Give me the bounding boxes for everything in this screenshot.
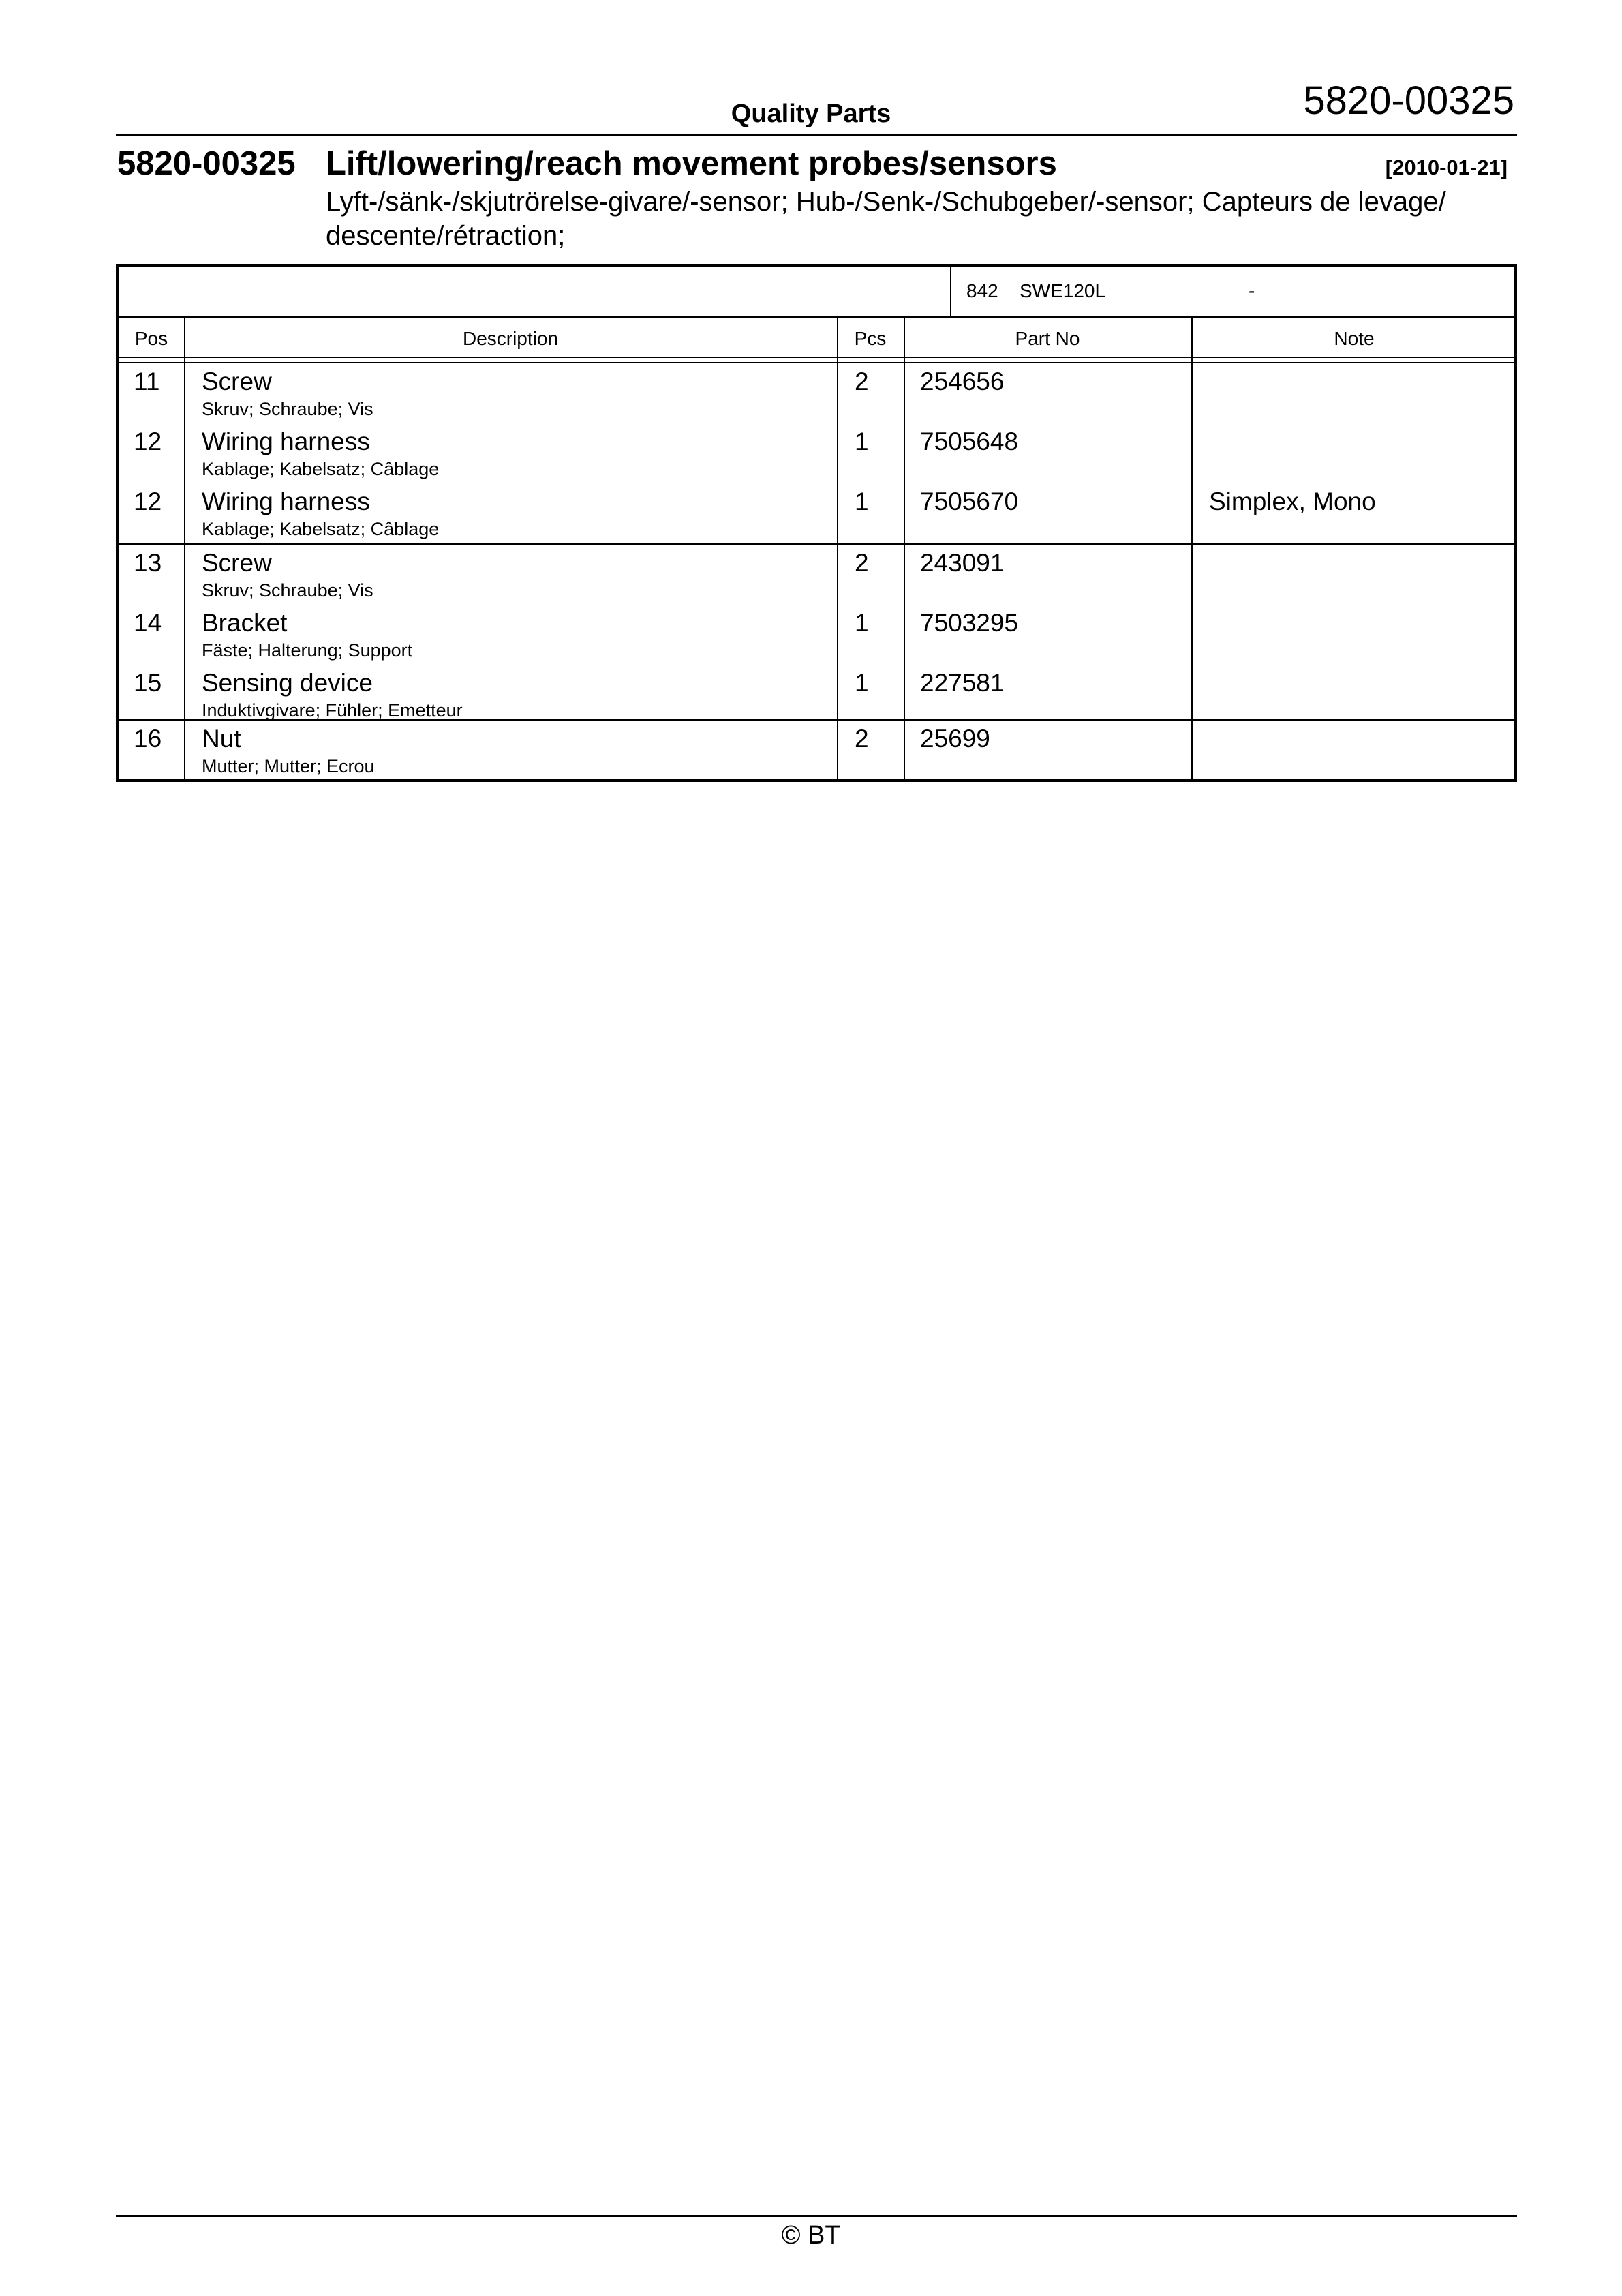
row-pos: 16: [134, 725, 162, 753]
header-description: Description: [462, 328, 559, 349]
model-name: SWE120L: [1020, 280, 1106, 301]
model-box: [116, 264, 1517, 318]
row-note: Simplex, Mono: [1209, 487, 1376, 515]
row-translation: Induktivgivare; Fühler; Emetteur: [202, 700, 463, 721]
document-subtitle: Lyft-/sänk-/skjutrörelse-givare/-sensor; Hub-/Senk-/Schubgeber/-sensor; Capteurs de levage/ descente/rétraction;: [326, 187, 1446, 251]
document-date: [2010-01-21]: [1385, 155, 1508, 179]
table-row: [119, 483, 1514, 543]
row-pcs: 1: [855, 427, 869, 455]
row-pcs: 1: [855, 609, 869, 637]
row-pos: 11: [134, 367, 160, 395]
row-description: Wiring harness: [202, 487, 370, 515]
footer-rule: [116, 2215, 1517, 2217]
row-description: Screw: [202, 549, 272, 577]
model-variant: -: [1249, 280, 1255, 301]
row-translation: Skruv; Schraube; Vis: [202, 580, 373, 601]
table-row: [119, 545, 1514, 605]
header-note: Note: [1334, 328, 1375, 349]
row-part-no: 227581: [920, 669, 1005, 697]
row-pos: 13: [134, 549, 162, 577]
table-row: [119, 665, 1514, 725]
model-cell: [950, 267, 1514, 316]
row-description: Sensing device: [202, 669, 373, 697]
header-rule: [119, 357, 1514, 358]
table-row: [119, 605, 1514, 665]
row-translation: Kablage; Kabelsatz; Câblage: [202, 519, 440, 539]
row-pos: 14: [134, 609, 162, 637]
row-translation: Kablage; Kabelsatz; Câblage: [202, 459, 440, 479]
table-row: [119, 423, 1514, 483]
footer-copyright: © BT: [781, 2221, 841, 2250]
row-pcs: 1: [855, 669, 869, 697]
row-pos: 15: [134, 669, 162, 697]
row-translation: Mutter; Mutter; Ecrou: [202, 756, 375, 776]
document-title: Lift/lowering/reach movement probes/sensors: [326, 145, 1057, 182]
row-part-no: 25699: [920, 725, 990, 753]
row-translation: Skruv; Schraube; Vis: [202, 399, 373, 419]
row-pos: 12: [134, 427, 162, 455]
document-code: 5820-00325: [117, 145, 296, 182]
row-pcs: 2: [855, 725, 869, 753]
row-description: Wiring harness: [202, 427, 370, 455]
row-description: Screw: [202, 367, 272, 395]
header-pcs: Pcs: [854, 328, 887, 349]
header-rule: [116, 134, 1517, 136]
row-translation: Fäste; Halterung; Support: [202, 640, 413, 661]
table-row: [119, 363, 1514, 423]
table-row: [119, 721, 1514, 781]
row-part-no: 7503295: [920, 609, 1019, 637]
row-pcs: 2: [855, 367, 869, 395]
row-part-no: 254656: [920, 367, 1005, 395]
header-part-no: Part No: [1015, 328, 1080, 349]
row-part-no: 7505670: [920, 487, 1019, 515]
parts-table: [116, 317, 1517, 782]
row-part-no: 7505648: [920, 427, 1019, 455]
row-part-no: 243091: [920, 549, 1005, 577]
header-title: Quality Parts: [731, 100, 891, 128]
header-code: 5820-00325: [1303, 78, 1514, 123]
model-number: 842: [966, 280, 998, 301]
row-description: Nut: [202, 725, 241, 753]
row-description: Bracket: [202, 609, 288, 637]
row-pcs: 2: [855, 549, 869, 577]
row-pos: 12: [134, 487, 162, 515]
row-pcs: 1: [855, 487, 869, 515]
header-pos: Pos: [134, 328, 168, 349]
